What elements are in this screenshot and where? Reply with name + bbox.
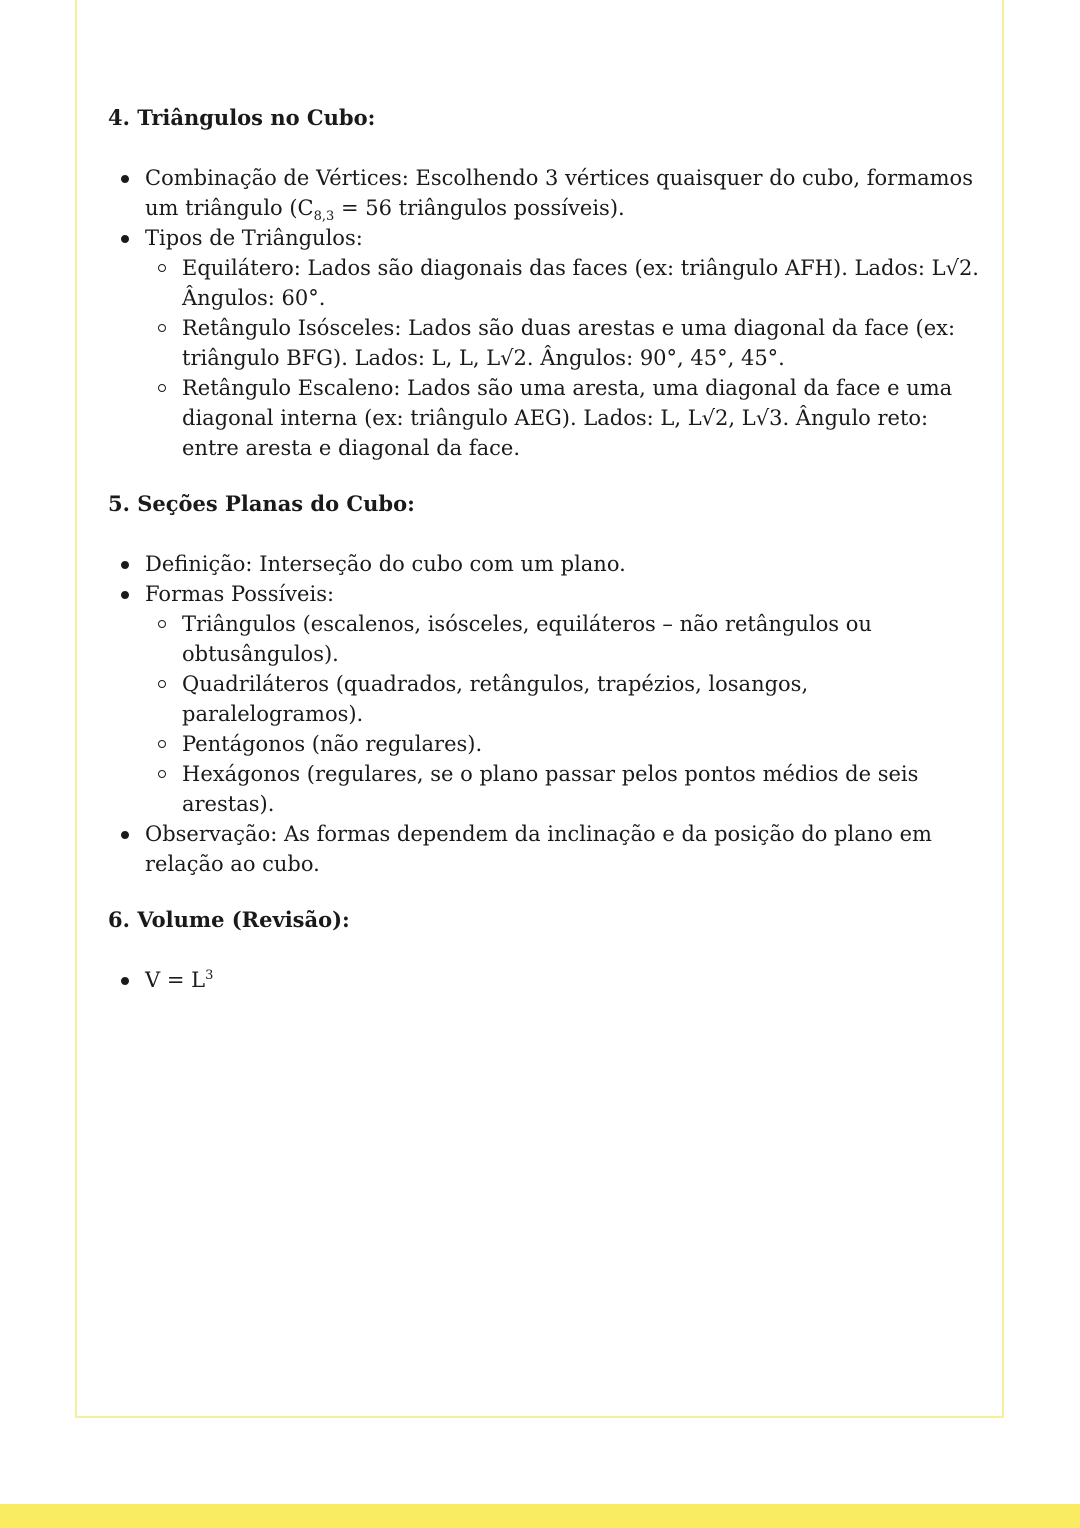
bullet-icon [121, 831, 129, 839]
section-secoes-planas [108, 489, 988, 879]
section-title: 4. Triângulos no Cubo: [108, 105, 376, 130]
circle-bullet-icon [158, 324, 166, 332]
tipos-label: Tipos de Triângulos: [145, 226, 363, 250]
section-title: 5. Seções Planas do Cubo: [108, 491, 415, 516]
tipo-retangulo-isosceles: Retângulo Isósceles: Lados são duas arestas e uma diagonal da face (ex: triângulo BFG). Lados: L, L, L√2. Ângulos: 90°, 45°, 45°. [182, 316, 956, 370]
formas-label: Formas Possíveis: [145, 582, 335, 606]
section-volume [108, 905, 988, 995]
bullet-list [108, 163, 988, 463]
tipo-equilatero: Equilátero: Lados são diagonais das faces (ex: triângulo AFH). Lados: L√2. Ângulos: 60°. [182, 256, 979, 310]
circle-bullet-icon [158, 770, 166, 778]
forma-quadrilateros: Quadriláteros (quadrados, retângulos, trapézios, losangos, paralelogramos). [182, 672, 809, 726]
sub-list-item [182, 609, 988, 669]
sub-list-item [182, 729, 988, 759]
forma-pentagonos: Pentágonos (não regulares). [182, 732, 483, 756]
superscript: 3 [205, 968, 214, 983]
sub-list-item [182, 759, 988, 819]
sub-list-item [182, 669, 988, 729]
circle-bullet-icon [158, 264, 166, 272]
forma-triangulos: Triângulos (escalenos, isósceles, equiláteros – não retângulos ou obtusângulos). [182, 612, 872, 666]
sub-list-item [182, 373, 988, 463]
bullet-icon [121, 591, 129, 599]
document-content [108, 103, 988, 995]
sub-bullet-list [145, 253, 988, 463]
circle-bullet-icon [158, 620, 166, 628]
combinacao-text-end: = 56 triângulos possíveis). [334, 196, 625, 220]
bullet-list [108, 965, 988, 995]
bullet-icon [121, 235, 129, 243]
sub-bullet-list [145, 609, 988, 819]
list-item [145, 223, 988, 463]
list-item [145, 549, 988, 579]
list-item [145, 819, 988, 879]
bottom-band [0, 1504, 1080, 1528]
circle-bullet-icon [158, 740, 166, 748]
list-item [145, 163, 988, 223]
section-title: 6. Volume (Revisão): [108, 907, 350, 932]
list-item [145, 579, 988, 819]
subscript: 8,3 [313, 209, 335, 225]
sub-list-item [182, 313, 988, 373]
circle-bullet-icon [158, 384, 166, 392]
circle-bullet-icon [158, 680, 166, 688]
volume-formula: V = L [145, 968, 206, 992]
bullet-icon [121, 175, 129, 183]
tipo-retangulo-escaleno: Retângulo Escaleno: Lados são uma aresta, uma diagonal da face e uma diagonal interna (ex: triângulo AEG). Lados: L, L√2, L√3. Ângulo reto: entre aresta e diagonal da face. [182, 376, 953, 460]
sub-list-item [182, 253, 988, 313]
bullet-list [108, 549, 988, 879]
forma-hexagonos: Hexágonos (regulares, se o plano passar pelos pontos médios de seis arestas). [182, 762, 919, 816]
definicao-text: Definição: Interseção do cubo com um plano. [145, 552, 626, 576]
combinacao-text: Combinação de Vértices: Escolhendo 3 vértices quaisquer do cubo, formamos um triângulo (C [145, 166, 973, 220]
list-item [145, 965, 988, 995]
observacao-text: Observação: As formas dependem da inclinação e da posição do plano em relação ao cubo. [145, 822, 932, 876]
section-triangulos [108, 103, 988, 463]
bullet-icon [121, 561, 129, 569]
bullet-icon [121, 977, 129, 985]
